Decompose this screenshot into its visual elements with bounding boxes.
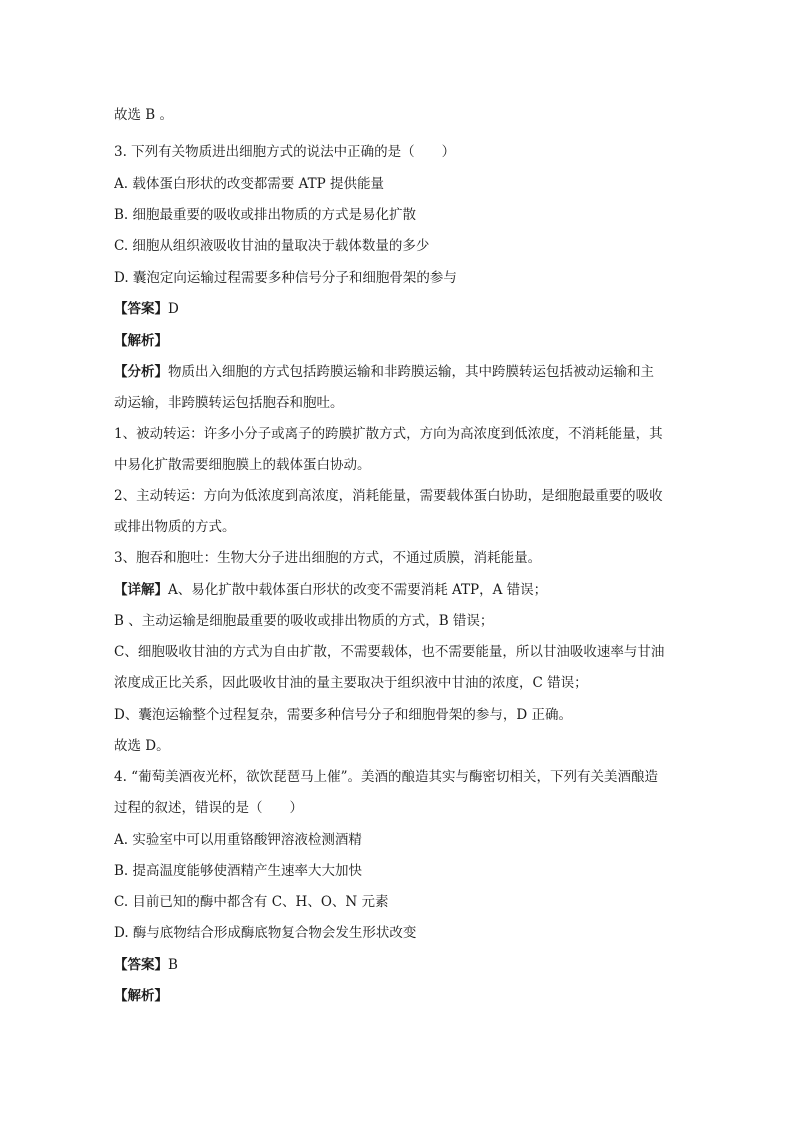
answer-label: 【答案】 bbox=[114, 957, 168, 973]
question-4-option-a: A. 实验室中可以用重铬酸钾溶液检测酒精 bbox=[114, 832, 362, 848]
question-3-option-a: A. 载体蛋白形状的改变都需要 ATP 提供能量 bbox=[114, 176, 385, 192]
question-3-answer bbox=[114, 299, 684, 319]
question-4-option-d: D. 酶与底物结合形成酶底物复合物会发生形状改变 bbox=[114, 925, 417, 941]
previous-question-conclusion: 故选 B 。 bbox=[114, 107, 174, 123]
question-3-conclusion: 故选 D。 bbox=[114, 738, 170, 754]
detail-c-line-2: 浓度成正比关系，因此吸收甘油的量主要取决于组织液中甘油的浓度，C 错误； bbox=[114, 675, 588, 691]
answer-value: B bbox=[168, 957, 178, 973]
point-3: 3、胞吞和胞吐：生物大分子进出细胞的方式，不通过质膜，消耗能量。 bbox=[114, 550, 542, 566]
question-4-stem-line-2: 过程的叙述，错误的是（ ） bbox=[114, 800, 303, 816]
fenxi-text-1: 物质出入细胞的方式包括跨膜运输和非跨膜运输，其中跨膜转运包括被动运输和主 bbox=[168, 364, 654, 380]
question-4-option-b: B. 提高温度能够使酒精产生速率大大加快 bbox=[114, 863, 363, 879]
point-2-line-2: 或排出物质的方式。 bbox=[114, 519, 236, 535]
detail-c-line-1: C、细胞吸收甘油的方式为自由扩散，不需要载体，也不需要能量，所以甘油吸收速率与甘油 bbox=[114, 644, 665, 660]
question-3-option-d: D. 囊泡定向运输过程需要多种信号分子和细胞骨架的参与 bbox=[114, 270, 457, 286]
question-4-analysis-label bbox=[114, 986, 684, 1006]
question-3-option-c: C. 细胞从组织液吸收甘油的量取决于载体数量的多少 bbox=[114, 238, 430, 254]
detail-d: D、囊泡运输整个过程复杂，需要多种信号分子和细胞骨架的参与，D 正确。 bbox=[114, 707, 572, 723]
answer-value: D bbox=[168, 301, 179, 317]
question-3-fenxi-line-2: 动运输，非跨膜转运包括胞吞和胞吐。 bbox=[114, 395, 344, 411]
point-1-line-2: 中易化扩散需要细胞膜上的载体蛋白协动。 bbox=[114, 457, 371, 473]
point-2-line-1: 2、主动转运：方向为低浓度到高浓度，消耗能量，需要载体蛋白协助，是细胞最重要的吸收 bbox=[114, 488, 663, 504]
question-4-option-c: C. 目前已知的酶中都含有 C、H、O、N 元素 bbox=[114, 894, 389, 910]
question-4-answer bbox=[114, 955, 684, 975]
detail-a bbox=[114, 580, 684, 600]
detail-label: 【详解】 bbox=[114, 582, 168, 598]
question-3-option-b: B. 细胞最重要的吸收或排出物质的方式是易化扩散 bbox=[114, 207, 417, 223]
question-3-analysis-label bbox=[114, 331, 684, 351]
question-3-stem: 3. 下列有关物质进出细胞方式的说法中正确的是（ ） bbox=[114, 144, 456, 160]
point-1-line-1: 1、被动转运：许多小分子或离子的跨膜扩散方式，方向为高浓度到低浓度，不消耗能量，其 bbox=[114, 426, 663, 442]
question-3-fenxi-line-1 bbox=[114, 362, 684, 382]
fenxi-label: 【分析】 bbox=[114, 364, 168, 380]
question-4-stem-line-1: 4. “葡萄美酒夜光杯，欲饮琵琶马上催”。美酒的酿造其实与酶密切相关，下列有关美酒酿造 bbox=[114, 769, 658, 785]
analysis-label: 【解析】 bbox=[114, 988, 168, 1004]
answer-label: 【答案】 bbox=[114, 301, 168, 317]
analysis-label: 【解析】 bbox=[114, 333, 168, 349]
detail-a-text: A、易化扩散中载体蛋白形状的改变不需要消耗 ATP，A 错误； bbox=[168, 582, 548, 598]
detail-b: B 、主动运输是细胞最重要的吸收或排出物质的方式，B 错误； bbox=[114, 613, 494, 629]
